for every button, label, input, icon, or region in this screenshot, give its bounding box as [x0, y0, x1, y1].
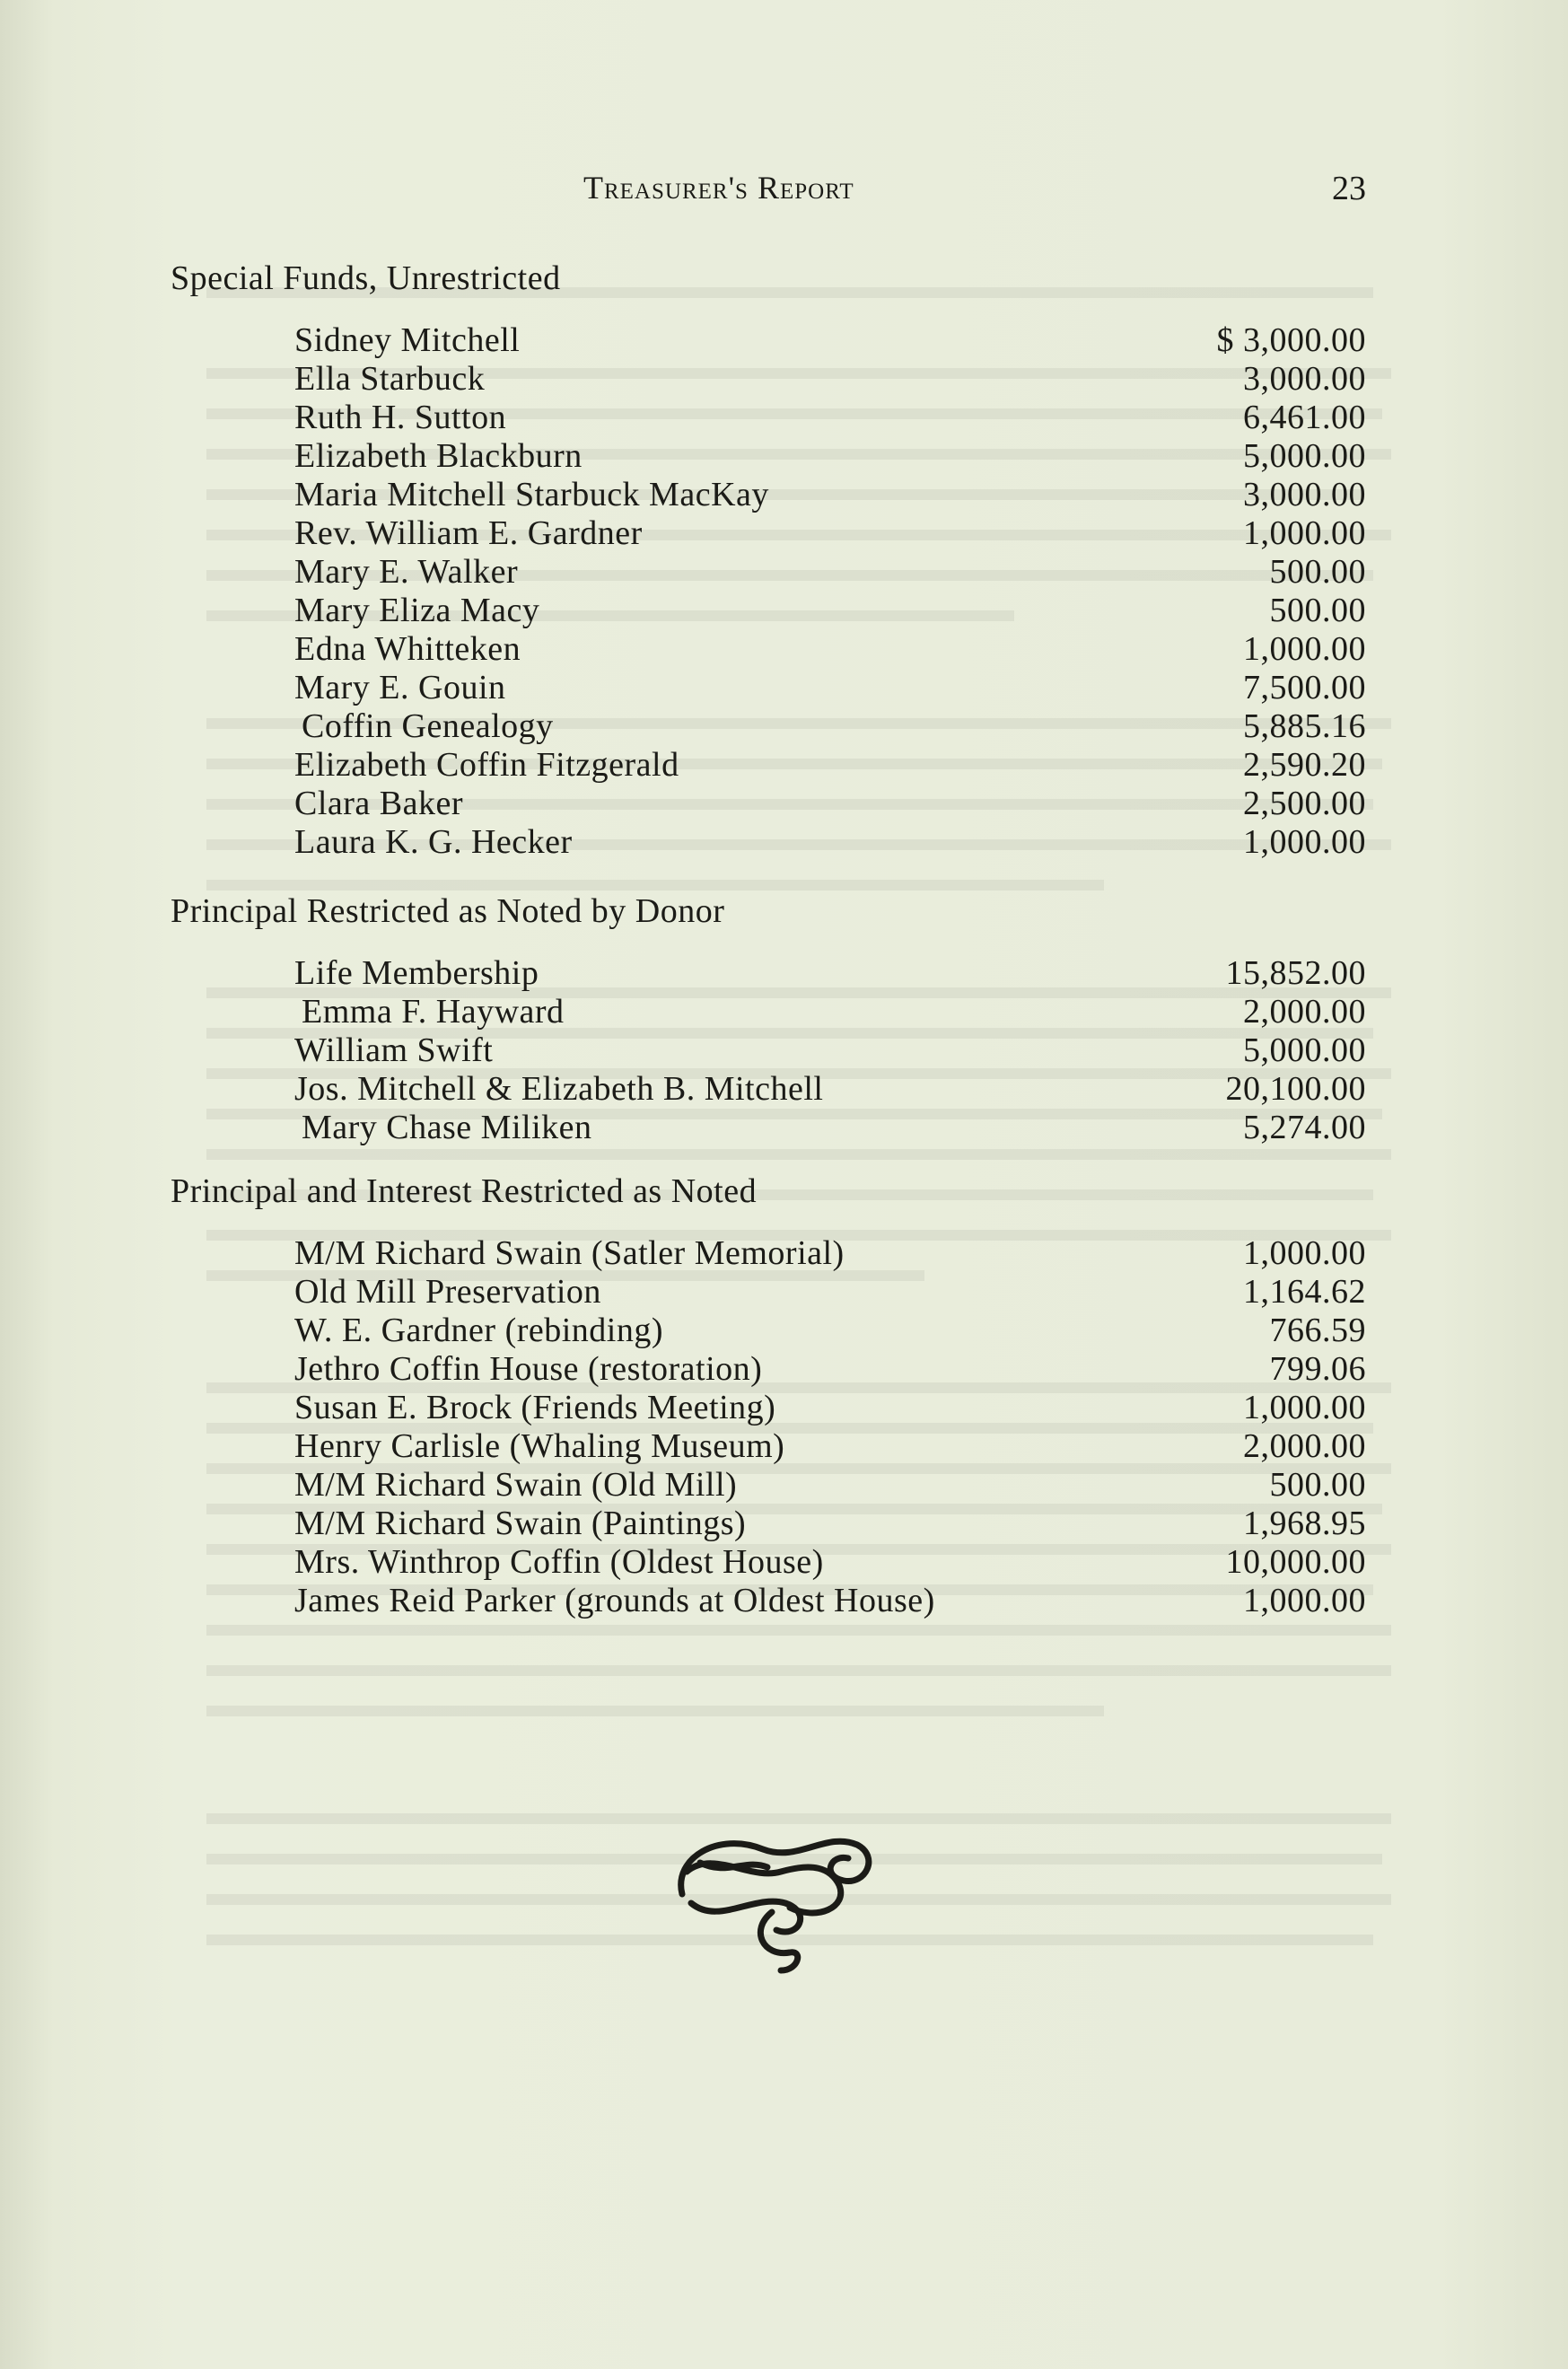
list-item: [294, 1349, 1366, 1389]
list-item: [294, 359, 1366, 399]
fund-name: Elizabeth Coffin Fitzgerald: [294, 746, 679, 784]
fund-name: Mrs. Winthrop Coffin (Oldest House): [294, 1543, 824, 1581]
list-item: [294, 1272, 1366, 1312]
fund-name: Susan E. Brock (Friends Meeting): [294, 1389, 776, 1426]
fund-amount: 5,000.00: [1243, 1031, 1366, 1069]
fund-name: M/M Richard Swain (Old Mill): [294, 1466, 738, 1504]
fund-amount: 2,590.20: [1243, 746, 1366, 784]
fund-name: Jos. Mitchell & Elizabeth B. Mitchell: [294, 1070, 824, 1108]
fund-amount: 5,274.00: [1243, 1109, 1366, 1146]
fund-name: Jethro Coffin House (restoration): [294, 1350, 763, 1388]
list-item: [294, 513, 1366, 553]
list-item: [294, 992, 1366, 1031]
running-title: Treasurer's Report: [583, 170, 854, 206]
fund-amount: 1,000.00: [1243, 630, 1366, 668]
section-heading-special-funds: Special Funds, Unrestricted: [171, 259, 561, 297]
fund-amount: 1,164.62: [1243, 1273, 1366, 1311]
fund-amount: 2,500.00: [1243, 785, 1366, 822]
list-item: [294, 320, 1366, 360]
list-item: [294, 822, 1366, 862]
fund-amount: 20,100.00: [1225, 1070, 1366, 1108]
list-item: [294, 1388, 1366, 1427]
fund-name: Laura K. G. Hecker: [294, 823, 573, 861]
list-item: [294, 398, 1366, 437]
section-heading-principal-interest-restricted: Principal and Interest Restricted as Noted: [171, 1172, 758, 1210]
fund-name: Edna Whitteken: [294, 630, 521, 668]
fund-name: Mary Chase Miliken: [302, 1109, 592, 1146]
fund-amount: 5,000.00: [1243, 437, 1366, 475]
fund-name: Mary Eliza Macy: [294, 592, 540, 629]
fund-amount: 3,000.00: [1243, 360, 1366, 398]
fund-amount: 799.06: [1269, 1350, 1366, 1388]
list-item: [294, 552, 1366, 592]
fund-name: Henry Carlisle (Whaling Museum): [294, 1427, 785, 1465]
fund-amount: 6,461.00: [1243, 399, 1366, 436]
list-item: [294, 784, 1366, 823]
list-item: [294, 1465, 1366, 1505]
fund-name: Old Mill Preservation: [294, 1273, 601, 1311]
list-item: [294, 706, 1366, 746]
list-item: [294, 745, 1366, 785]
fund-name: Rev. William E. Gardner: [294, 514, 643, 552]
fund-amount: 500.00: [1269, 553, 1366, 591]
fund-name: Ella Starbuck: [294, 360, 486, 398]
fund-amount: 1,000.00: [1243, 1234, 1366, 1272]
fund-amount: 3,000.00: [1243, 476, 1366, 513]
list-item: [294, 1426, 1366, 1466]
fund-name: Clara Baker: [294, 785, 464, 822]
fund-amount: $ 3,000.00: [1216, 321, 1366, 359]
page-number: 23: [1332, 170, 1366, 207]
list-item: [294, 1108, 1366, 1147]
fund-name: Elizabeth Blackburn: [294, 437, 583, 475]
fund-name: M/M Richard Swain (Paintings): [294, 1505, 747, 1542]
list-item: [294, 953, 1366, 993]
list-item: [294, 475, 1366, 514]
fund-name: Coffin Genealogy: [302, 707, 554, 745]
flourish-ornament-icon: [664, 1795, 880, 1975]
list-item: [294, 591, 1366, 630]
fund-name: Ruth H. Sutton: [294, 399, 507, 436]
list-item: [294, 1233, 1366, 1273]
fund-amount: 1,000.00: [1243, 1389, 1366, 1426]
fund-amount: 1,000.00: [1243, 1582, 1366, 1619]
fund-amount: 15,852.00: [1225, 954, 1366, 992]
fund-amount: 1,968.95: [1243, 1505, 1366, 1542]
fund-amount: 500.00: [1269, 592, 1366, 629]
fund-name: Mary E. Gouin: [294, 669, 506, 706]
fund-name: Maria Mitchell Starbuck MacKay: [294, 476, 769, 513]
list-item: [294, 1504, 1366, 1543]
fund-name: James Reid Parker (grounds at Oldest House): [294, 1582, 935, 1619]
list-item: [294, 1542, 1366, 1582]
fund-amount: 2,000.00: [1243, 993, 1366, 1031]
fund-amount: 1,000.00: [1243, 823, 1366, 861]
fund-amount: 5,885.16: [1243, 707, 1366, 745]
list-item: [294, 1031, 1366, 1070]
fund-name: Sidney Mitchell: [294, 321, 521, 359]
fund-name: Life Membership: [294, 954, 539, 992]
section-heading-principal-restricted-donor: Principal Restricted as Noted by Donor: [171, 892, 725, 930]
list-item: [294, 668, 1366, 707]
fund-amount: 10,000.00: [1225, 1543, 1366, 1581]
fund-name: Mary E. Walker: [294, 553, 519, 591]
list-item: [294, 1311, 1366, 1350]
list-item: [294, 1069, 1366, 1109]
fund-amount: 7,500.00: [1243, 669, 1366, 706]
list-item: [294, 436, 1366, 476]
fund-amount: 1,000.00: [1243, 514, 1366, 552]
list-item: [294, 1581, 1366, 1620]
fund-amount: 766.59: [1269, 1312, 1366, 1349]
running-head: [0, 169, 1568, 214]
fund-name: W. E. Gardner (rebinding): [294, 1312, 664, 1349]
fund-name: William Swift: [294, 1031, 494, 1069]
fund-name: Emma F. Hayward: [302, 993, 565, 1031]
fund-name: M/M Richard Swain (Satler Memorial): [294, 1234, 845, 1272]
fund-amount: 2,000.00: [1243, 1427, 1366, 1465]
list-item: [294, 629, 1366, 669]
fund-amount: 500.00: [1269, 1466, 1366, 1504]
